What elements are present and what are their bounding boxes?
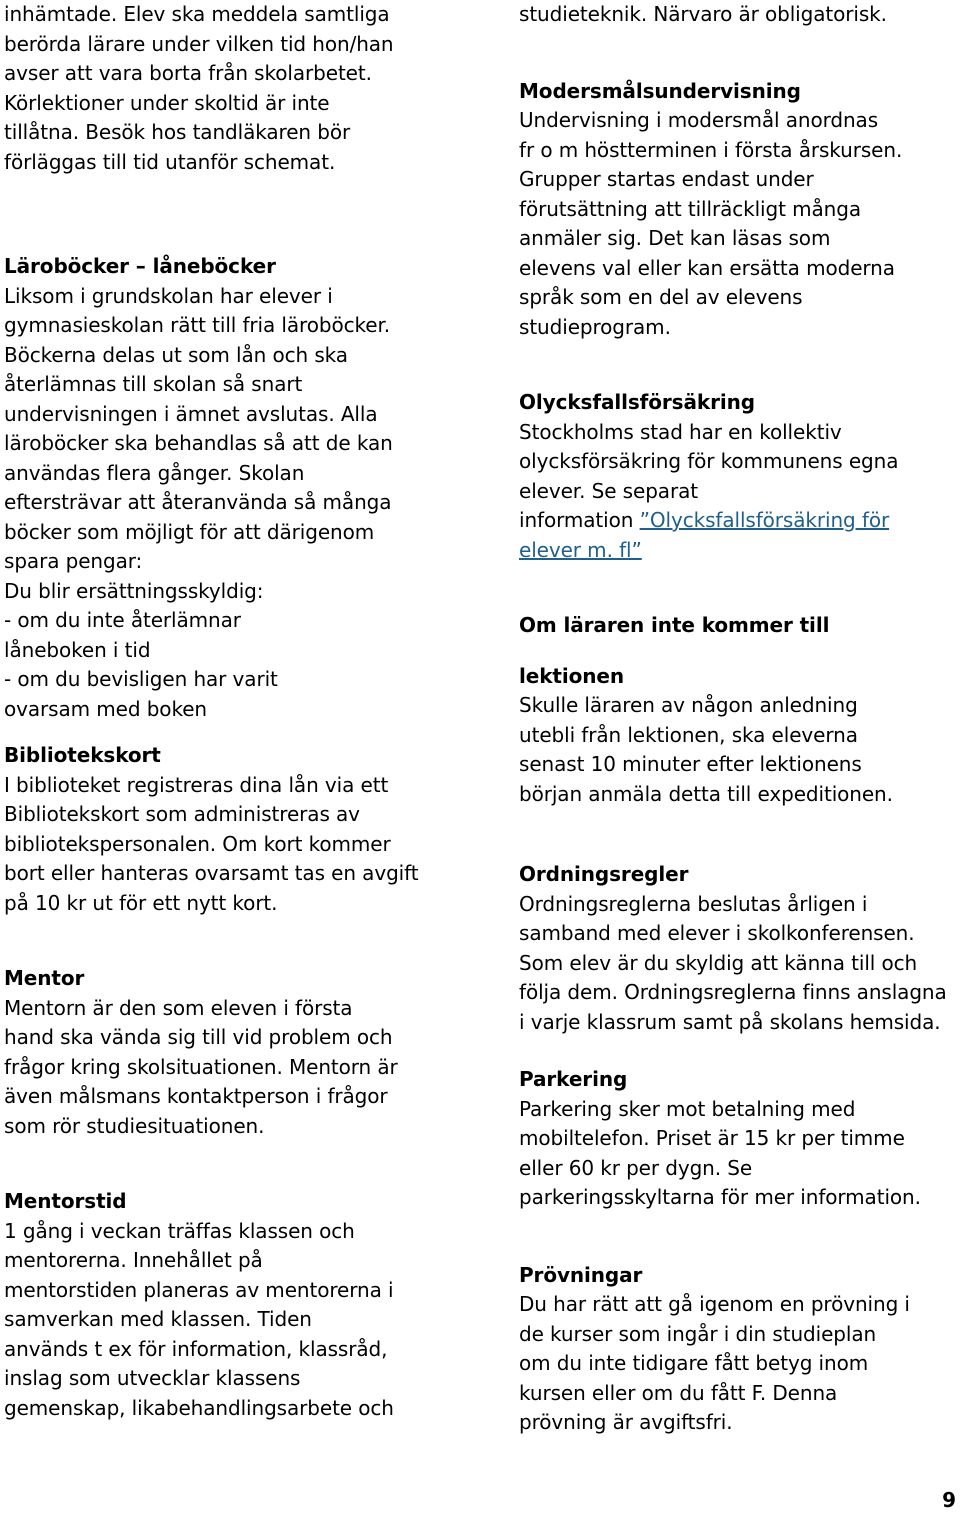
text-line: mentorstiden planeras av mentorerna i: [4, 1277, 394, 1302]
text-line: böcker som möjligt för att därigenom: [4, 519, 375, 544]
text-line: som rör studiesituationen.: [4, 1113, 265, 1138]
text-line: på 10 kr ut för ett nytt kort.: [4, 890, 278, 915]
text-line: förutsättning att tillräckligt många: [519, 196, 861, 221]
text-line: studieprogram.: [519, 314, 671, 339]
text-line: gymnasieskolan rätt till fria läroböcker.: [4, 313, 390, 337]
text-line: Parkering sker mot betalning med: [519, 1096, 856, 1121]
section-teacher-absent: [519, 611, 954, 809]
text-line: elever. Se separat: [519, 478, 698, 503]
section-rules: [519, 860, 954, 1037]
text-line: samverkan med klassen. Tiden: [4, 1307, 312, 1331]
text-line: följa dem. Ordningsreglerna finns anslagna: [519, 980, 947, 1004]
section-heading: Prövningar: [519, 1262, 643, 1287]
text-line: inslag som utvecklar klassens: [4, 1366, 301, 1390]
text-line: gemenskap, likabehandlingsarbete och: [4, 1395, 394, 1420]
section-heading: Läroböcker – låneböcker: [4, 254, 276, 278]
text-line: fr o m höstterminen i första årskursen.: [519, 137, 903, 162]
text-line: undervisningen i ämnet avslutas. Alla: [4, 401, 378, 426]
text-line: bort eller hanteras ovarsamt tas en avgift: [4, 861, 419, 885]
section-insurance: [519, 388, 954, 565]
text-line: parkeringsskyltarna för mer information.: [519, 1185, 921, 1209]
section-textbooks: [4, 252, 444, 724]
text-line: elevens val eller kan ersätta moderna: [519, 255, 895, 280]
text-line: Du blir ersättningsskyldig:: [4, 578, 264, 603]
text-line: Liksom i grundskolan har elever i: [4, 283, 333, 308]
text-line: anmäler sig. Det kan läsas som: [519, 226, 831, 250]
insurance-info-link-continued[interactable]: elever m. fl”: [519, 537, 642, 562]
text-line: Bibliotekskort som administreras av: [4, 802, 360, 826]
section-exams: [519, 1261, 954, 1438]
text-line: språk som en del av elevens: [519, 285, 803, 309]
text-line: avser att vara borta från skolarbetet.: [4, 61, 372, 85]
text-line: samband med elever i skolkonferensen.: [519, 921, 915, 945]
text-line: Skulle läraren av någon anledning: [519, 693, 858, 717]
section-heading: Mentorstid: [4, 1189, 127, 1213]
section-heading: Olycksfallsförsäkring: [519, 390, 755, 414]
text-line: prövning är avgiftsfri.: [519, 1410, 733, 1434]
section-mentor: [4, 964, 444, 1141]
text-line: början anmäla detta till expeditionen.: [519, 781, 893, 806]
text-line: olycksförsäkring för kommunens egna: [519, 449, 899, 473]
text-line-with-link: [519, 536, 954, 566]
text-line: även målsmans kontaktperson i frågor: [4, 1084, 388, 1108]
section-heading: Bibliotekskort: [4, 743, 161, 767]
text-line: eftersträvar att återanvända så många: [4, 490, 392, 514]
intro-paragraph: [4, 0, 444, 177]
text-line: - om du inte återlämnar: [4, 608, 241, 632]
text-line: Mentorn är den som eleven i första: [4, 995, 353, 1020]
section-heading: Om läraren inte kommer till: [519, 613, 830, 637]
text-line: återlämnas till skolan så snart: [4, 372, 303, 396]
text-line: Stockholms stad har en kollektiv: [519, 419, 842, 444]
text-line: inhämtade. Elev ska meddela samtliga: [4, 2, 390, 26]
section-parking: [519, 1065, 954, 1213]
link-prefix: information: [519, 508, 640, 532]
section-heading: Modersmålsundervisning: [519, 78, 801, 103]
section-library-card: [4, 741, 444, 918]
section-heading: Mentor: [4, 966, 85, 990]
section-heading: Ordningsregler: [519, 862, 689, 886]
section-heading: Parkering: [519, 1067, 628, 1091]
right-column: [519, 0, 954, 1438]
text-line: Ordningsreglerna beslutas årligen i: [519, 891, 868, 916]
text-line: senast 10 minuter efter lektionens: [519, 752, 862, 776]
text-line: tillåtna. Besök hos tandläkaren bör: [4, 120, 351, 144]
text-line: användas flera gånger. Skolan: [4, 460, 305, 485]
text-line: - om du bevisligen har varit: [4, 667, 278, 691]
text-line: bibliotekspersonalen. Om kort kommer: [4, 831, 391, 856]
text-line: kursen eller om du fått F. Denna: [519, 1380, 838, 1405]
text-line: Som elev är du skyldig att känna till och: [519, 950, 918, 975]
text-line: Böckerna delas ut som lån och ska: [4, 342, 348, 367]
text-line: Undervisning i modersmål anordnas: [519, 108, 879, 132]
text-line: 1 gång i veckan träffas klassen och: [4, 1218, 355, 1243]
text-line: låneboken i tid: [4, 637, 151, 662]
text-line: förläggas till tid utanför schemat.: [4, 149, 336, 174]
text-line-with-link: [519, 506, 954, 536]
text-line: frågor kring skolsituationen. Mentorn är: [4, 1054, 398, 1079]
text-line: berörda lärare under vilken tid hon/han: [4, 31, 394, 56]
intro-paragraph: [519, 0, 954, 30]
text-line: i varje klassrum samt på skolans hemsida.: [519, 1009, 941, 1034]
text-line: studieteknik. Närvaro är obligatorisk.: [519, 2, 887, 26]
text-line: de kurser som ingår i din studieplan: [519, 1321, 877, 1346]
text-line: Du har rätt att gå igenom en prövning i: [519, 1292, 910, 1316]
text-line: spara pengar:: [4, 549, 143, 573]
section-mother-tongue: [519, 77, 954, 343]
text-line: ovarsam med boken: [4, 696, 207, 721]
text-line: mobiltelefon. Priset är 15 kr per timme: [519, 1126, 905, 1150]
section-mentor-time: [4, 1187, 444, 1423]
text-line: utebli från lektionen, ska eleverna: [519, 722, 858, 747]
text-line: om du inte tidigare fått betyg inom: [519, 1351, 869, 1375]
section-heading-continued: lektionen: [519, 663, 625, 688]
left-column: [4, 0, 444, 1423]
text-line: läroböcker ska behandlas så att de kan: [4, 431, 393, 455]
text-line: hand ska vända sig till vid problem och: [4, 1025, 393, 1049]
text-line: mentorerna. Innehållet på: [4, 1248, 263, 1272]
text-line: används t ex för information, klassråd,: [4, 1336, 388, 1361]
page-number: 9: [942, 1488, 956, 1512]
text-line: Grupper startas endast under: [519, 167, 814, 191]
insurance-info-link[interactable]: ”Olycksfallsförsäkring för: [639, 508, 890, 532]
text-line: Körlektioner under skoltid är inte: [4, 90, 330, 115]
text-line: eller 60 kr per dygn. Se: [519, 1155, 753, 1180]
text-line: I biblioteket registreras dina lån via ett: [4, 772, 389, 797]
